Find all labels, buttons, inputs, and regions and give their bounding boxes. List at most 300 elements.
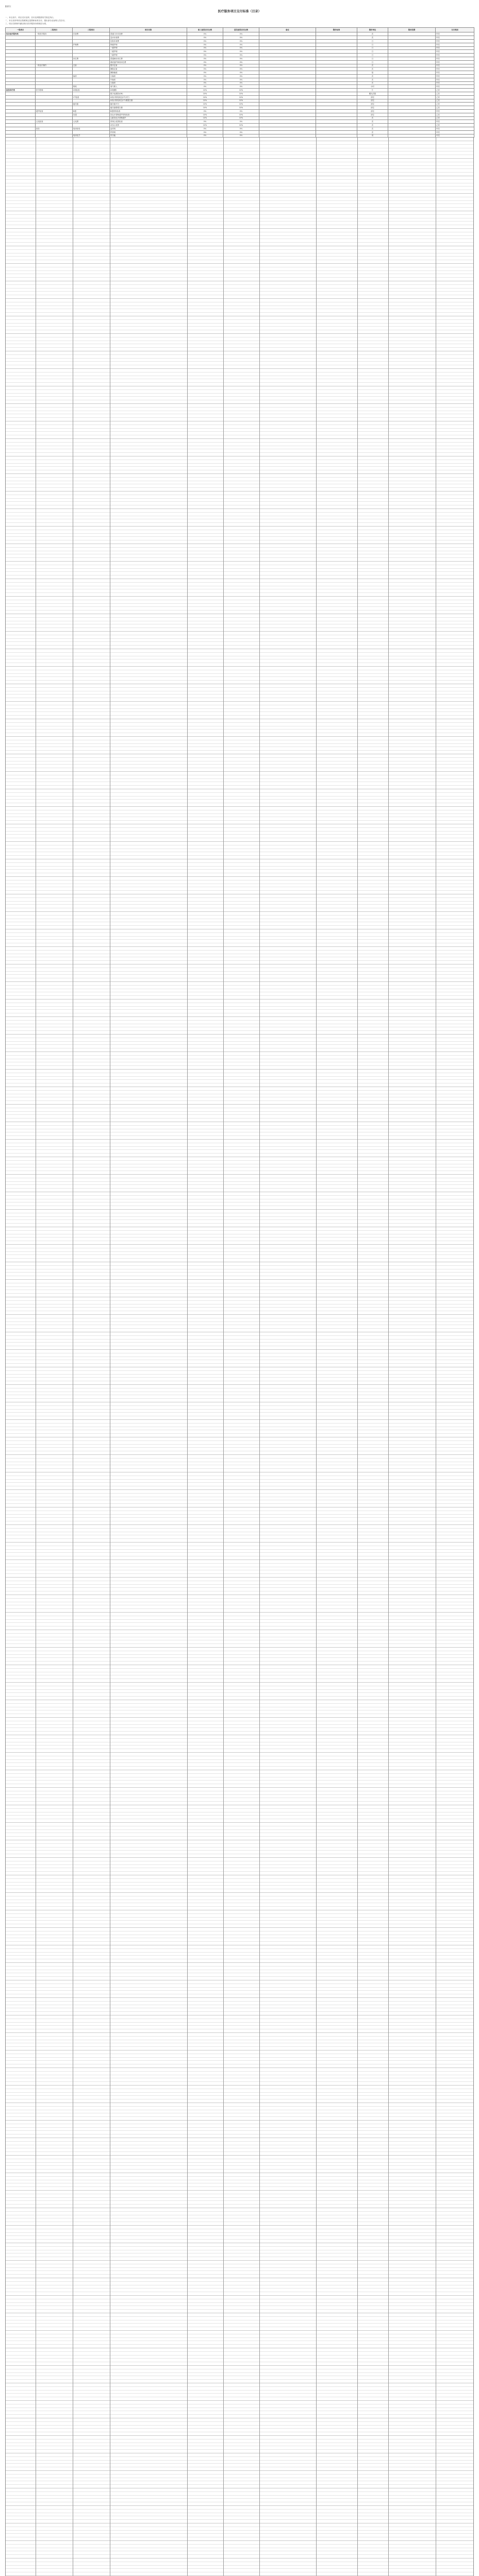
table-cell: 0%: [223, 71, 259, 75]
table-cell: [388, 36, 436, 40]
table-cell: [36, 116, 73, 120]
column-header: 限价单位: [357, 28, 388, 32]
table-cell: 10%: [223, 116, 259, 120]
table-cell: [36, 36, 73, 40]
table-cell: 次: [357, 78, 388, 81]
table-cell: [388, 50, 436, 54]
table-cell: 10%: [187, 95, 223, 99]
table-row: [6, 54, 474, 57]
table-cell: 甲类: [436, 64, 474, 67]
table-cell: [388, 81, 436, 85]
table-cell: 部位: [357, 113, 388, 116]
table-cell: 心电检查: [36, 120, 73, 124]
table-cell: B超常规检查: [110, 109, 187, 113]
table-cell: 0%: [223, 67, 259, 71]
table-cell: 磁共振平扫: [110, 103, 187, 106]
table-row: [6, 43, 474, 46]
table-cell: [316, 36, 357, 40]
table-cell: 10%: [187, 92, 223, 95]
table-row: [6, 95, 474, 99]
table-cell: 0%: [187, 54, 223, 57]
table-cell: [388, 106, 436, 110]
table-cell: 0%: [187, 46, 223, 50]
table-cell: [6, 106, 36, 110]
table-cell: [36, 103, 73, 106]
table-cell: [259, 127, 316, 130]
table-cell: [6, 113, 36, 116]
table-cell: 0%: [187, 109, 223, 113]
table-cell: 10%: [187, 89, 223, 92]
table-cell: [259, 103, 316, 106]
table-cell: [259, 43, 316, 46]
table-cell: 彩超: [73, 113, 110, 116]
table-cell: [259, 106, 316, 110]
table-row: [6, 67, 474, 71]
table-cell: [73, 106, 110, 110]
table-cell: [6, 64, 36, 67]
table-cell: [6, 60, 36, 64]
table-cell: [259, 134, 316, 138]
table-cell: 甲类: [436, 130, 474, 134]
table-cell: [36, 67, 73, 71]
table-cell: 普通病房床位费: [110, 57, 187, 60]
column-header: 职工医保自付比例: [187, 28, 223, 32]
table-cell: [73, 60, 110, 64]
table-cell: 0%: [187, 64, 223, 67]
table-cell: [6, 134, 36, 138]
table-cell: 甲类: [436, 67, 474, 71]
table-cell: [259, 120, 316, 124]
table-cell: [388, 46, 436, 50]
table-cell: 乙类: [436, 95, 474, 99]
table-cell: [6, 95, 36, 99]
table-cell: 0%: [187, 57, 223, 60]
table-cell: 0%: [187, 134, 223, 138]
table-cell: 10%: [223, 113, 259, 116]
table-cell: 10%: [187, 116, 223, 120]
table-cell: [388, 124, 436, 127]
table-row: [6, 50, 474, 54]
table-cell: X线计算机体层(CT)平扫: [110, 95, 187, 99]
table-cell: [6, 46, 36, 50]
table-cell: 床位费: [73, 57, 110, 60]
table-cell: [388, 120, 436, 124]
table-cell: [259, 124, 316, 127]
table-cell: [259, 78, 316, 81]
table-cell: [316, 95, 357, 99]
table-cell: 0%: [187, 71, 223, 75]
table-cell: 0%: [223, 46, 259, 50]
table-cell: 日: [357, 39, 388, 43]
table-cell: [316, 64, 357, 67]
table-cell: [259, 67, 316, 71]
table-row: [6, 130, 474, 134]
table-cell: [73, 92, 110, 95]
column-header: 支付类别: [436, 28, 474, 32]
table-cell: [36, 39, 73, 43]
table-cell: 10%: [223, 89, 259, 92]
table-cell: 片: [357, 89, 388, 92]
table-cell: [259, 99, 316, 103]
table-cell: 综合医疗服务类: [6, 32, 36, 36]
table-cell: 一级护理: [110, 46, 187, 50]
table-cell: [259, 74, 316, 78]
table-row: [6, 109, 474, 113]
table-cell: [388, 39, 436, 43]
table-cell: 中换药: [110, 78, 187, 81]
table-cell: 普通门诊诊查费: [110, 32, 187, 36]
table-cell: 临床检验: [73, 127, 110, 130]
table-cell: 大换药: [110, 81, 187, 85]
table-cell: 甲类: [436, 134, 474, 138]
table-cell: 磁共振: [73, 103, 110, 106]
table-cell: 日: [357, 46, 388, 50]
table-cell: [316, 134, 357, 138]
table-cell: [36, 43, 73, 46]
table-cell: 乙类: [436, 113, 474, 116]
table-cell: [388, 109, 436, 113]
table-cell: 0%: [187, 74, 223, 78]
table-cell: 静脉注射: [110, 67, 187, 71]
table-cell: [36, 92, 73, 95]
table-row: [6, 106, 474, 110]
table-cell: 次: [357, 74, 388, 78]
table-cell: 次: [357, 81, 388, 85]
table-cell: 0%: [223, 32, 259, 36]
table-cell: 10%: [187, 124, 223, 127]
table-cell: 曝光次数: [357, 92, 388, 95]
table-cell: [36, 106, 73, 110]
table-row: [6, 46, 474, 50]
table-cell: [73, 67, 110, 71]
table-cell: 血常规: [110, 127, 187, 130]
table-cell: 乙类: [436, 92, 474, 95]
table-cell: [6, 103, 36, 106]
table-cell: [6, 109, 36, 113]
table-row: [6, 116, 474, 120]
table-cell: 甲类: [436, 109, 474, 113]
table-row: [6, 39, 474, 43]
table-cell: [36, 124, 73, 127]
table-row: [6, 64, 474, 67]
table-cell: 动态心电图: [110, 124, 187, 127]
table-cell: 甲类: [436, 127, 474, 130]
table-cell: 甲类: [436, 120, 474, 124]
table-continuation: [5, 138, 474, 2576]
table-cell: [316, 71, 357, 75]
table-cell: 日: [357, 50, 388, 54]
table-cell: [6, 116, 36, 120]
table-cell: 甲类: [436, 39, 474, 43]
table-cell: [388, 103, 436, 106]
table-cell: 0%: [187, 60, 223, 64]
table-cell: B超: [73, 109, 110, 113]
table-cell: [6, 85, 36, 89]
table-cell: 乙类: [436, 99, 474, 103]
table-cell: 0%: [223, 39, 259, 43]
table-cell: [259, 130, 316, 134]
table-cell: [36, 130, 73, 134]
table-cell: [73, 116, 110, 120]
table-cell: [6, 54, 36, 57]
table-cell: 0%: [187, 85, 223, 89]
table-cell: [6, 81, 36, 85]
table-cell: X线计算机体层(CT)增强扫描: [110, 99, 187, 103]
table-cell: 0%: [187, 81, 223, 85]
table-cell: 次: [357, 124, 388, 127]
table-cell: [73, 130, 110, 134]
table-cell: [6, 71, 36, 75]
table-cell: 次: [357, 36, 388, 40]
table-cell: [259, 116, 316, 120]
table-row: [6, 60, 474, 64]
table-cell: 乙类: [436, 89, 474, 92]
table-cell: 医学影像: [36, 89, 73, 92]
column-header: 限价标准: [316, 28, 357, 32]
table-cell: [6, 124, 36, 127]
table-cell: 项: [357, 134, 388, 138]
table-row: [6, 134, 474, 138]
table-cell: [316, 78, 357, 81]
table-cell: [388, 54, 436, 57]
table-cell: 0%: [223, 130, 259, 134]
table-cell: 次: [357, 130, 388, 134]
table-cell: 重症监护病房床位费: [110, 60, 187, 64]
table-cell: [6, 127, 36, 130]
table-row: [6, 113, 474, 116]
table-row: [6, 124, 474, 127]
table-cell: 次: [357, 67, 388, 71]
table-cell: 静脉输液: [110, 71, 187, 75]
table-cell: [259, 109, 316, 113]
table-cell: [316, 106, 357, 110]
table-row: [6, 89, 474, 92]
table-cell: 甲类: [436, 71, 474, 75]
table-cell: [259, 50, 316, 54]
table-row: [6, 57, 474, 60]
table-cell: [259, 92, 316, 95]
table-cell: [73, 81, 110, 85]
table-cell: [6, 92, 36, 95]
table-cell: [316, 130, 357, 134]
table-cell: 常规心电图检查: [110, 120, 187, 124]
table-cell: [259, 64, 316, 67]
table-cell: 诊查费: [73, 32, 110, 36]
table-cell: 次: [357, 64, 388, 67]
table-cell: 部位: [357, 99, 388, 103]
table-cell: 0%: [223, 85, 259, 89]
table-cell: [316, 60, 357, 64]
table-row: [6, 85, 474, 89]
table-cell: 0%: [223, 81, 259, 85]
table-row: [6, 92, 474, 95]
table-cell: X线摄影: [110, 89, 187, 92]
table-cell: 0%: [223, 127, 259, 130]
table-cell: 日: [357, 54, 388, 57]
table-cell: CT检查: [73, 95, 110, 99]
table-cell: 0%: [223, 50, 259, 54]
column-header: 项目名称: [110, 28, 187, 32]
table-cell: [259, 54, 316, 57]
table-cell: [316, 92, 357, 95]
table-header-row: [6, 28, 474, 32]
table-cell: 甲类: [436, 36, 474, 40]
table-row: [6, 32, 474, 36]
table-cell: [388, 32, 436, 36]
notes: [5, 16, 474, 25]
table-cell: 次: [357, 32, 388, 36]
table-cell: [6, 43, 36, 46]
table-cell: 次: [357, 127, 388, 130]
table-cell: 10%: [187, 99, 223, 103]
table-cell: [73, 54, 110, 57]
rates-table: [5, 27, 474, 138]
note-line: 三、项目名称和内涵以现行医疗服务价格规范为准。: [5, 22, 48, 25]
table-cell: [316, 127, 357, 130]
table-cell: [6, 99, 36, 103]
table-cell: [316, 46, 357, 50]
table-cell: [36, 99, 73, 103]
table-cell: 部位: [357, 109, 388, 113]
table-cell: 0%: [223, 43, 259, 46]
table-cell: 0%: [223, 64, 259, 67]
table-cell: 0%: [223, 78, 259, 81]
table-cell: 住院诊查费: [110, 39, 187, 43]
table-cell: 0%: [187, 32, 223, 36]
table-cell: [316, 39, 357, 43]
table-cell: 0%: [223, 120, 259, 124]
table-cell: 特级护理: [110, 43, 187, 46]
table-cell: 0%: [187, 39, 223, 43]
column-header: 居民医保自付比例: [223, 28, 259, 32]
table-cell: 0%: [223, 54, 259, 57]
table-cell: [6, 39, 36, 43]
table-cell: [316, 113, 357, 116]
table-cell: [388, 67, 436, 71]
table-cell: 部位: [357, 106, 388, 110]
table-cell: 次: [357, 120, 388, 124]
table-cell: 10%: [223, 106, 259, 110]
table-cell: 次: [357, 116, 388, 120]
column-header: 三级类目: [73, 28, 110, 32]
table-cell: 超声检查: [36, 109, 73, 113]
table-cell: 磁共振增强扫描: [110, 106, 187, 110]
table-cell: [316, 85, 357, 89]
table-cell: 甲类: [436, 50, 474, 54]
table-cell: 小换药: [110, 74, 187, 78]
table-cell: [316, 81, 357, 85]
table-row: [6, 78, 474, 81]
table-cell: 组: [357, 71, 388, 75]
table-cell: 甲类: [436, 78, 474, 81]
table-cell: [36, 134, 73, 138]
table-row: [6, 120, 474, 124]
table-cell: 0%: [223, 60, 259, 64]
table-cell: [388, 92, 436, 95]
table-cell: [316, 99, 357, 103]
table-cell: [36, 71, 73, 75]
column-header: 二级类目: [36, 28, 73, 32]
table-cell: [259, 85, 316, 89]
table-cell: 临床化学: [73, 134, 110, 138]
table-cell: 10%: [223, 103, 259, 106]
table-cell: 10%: [223, 124, 259, 127]
table-cell: 0%: [223, 57, 259, 60]
table-cell: 10%: [187, 103, 223, 106]
table-cell: 乙类: [436, 124, 474, 127]
table-cell: 0%: [187, 50, 223, 54]
table-cell: 尿常规: [110, 130, 187, 134]
table-row: [6, 81, 474, 85]
table-cell: [36, 74, 73, 78]
table-cell: 0%: [187, 130, 223, 134]
table-cell: 甲类: [436, 81, 474, 85]
table-cell: [259, 71, 316, 75]
column-header: 备注: [259, 28, 316, 32]
table-cell: 10%: [223, 92, 259, 95]
table-cell: [259, 60, 316, 64]
table-cell: 甲类: [436, 54, 474, 57]
table-cell: [259, 57, 316, 60]
table-cell: 心电图: [73, 120, 110, 124]
table-cell: 日: [357, 43, 388, 46]
table-cell: [73, 39, 110, 43]
table-cell: [316, 124, 357, 127]
table-cell: [388, 113, 436, 116]
table-cell: 部位: [357, 95, 388, 99]
table-row: [6, 74, 474, 78]
note-line: 二、本目录所列项目按照规定范围和标准支付，超出部分由参保人员自付。: [5, 19, 67, 22]
table-cell: 0%: [187, 78, 223, 81]
table-cell: [316, 67, 357, 71]
table-cell: 彩色多普勒超声常规检查: [110, 113, 187, 116]
table-cell: [316, 120, 357, 124]
table-cell: [36, 50, 73, 54]
table-cell: 10%: [223, 99, 259, 103]
table-cell: [316, 54, 357, 57]
table-cell: 吸氧: [73, 85, 110, 89]
table-cell: [259, 95, 316, 99]
table-body: [6, 32, 474, 138]
table-cell: 心脏彩色多普勒超声: [110, 116, 187, 120]
table-cell: 乙类: [436, 116, 474, 120]
table-cell: [316, 32, 357, 36]
table-cell: [388, 134, 436, 138]
table-cell: [36, 46, 73, 50]
table-cell: 小时: [357, 85, 388, 89]
table-cell: 换药: [73, 74, 110, 78]
table-cell: 0%: [187, 127, 223, 130]
table-cell: 检验: [36, 127, 73, 130]
table-row: [6, 36, 474, 40]
table-cell: 0%: [187, 43, 223, 46]
table-cell: [36, 54, 73, 57]
table-cell: [388, 60, 436, 64]
table-cell: 急诊诊查费: [110, 36, 187, 40]
table-cell: [259, 36, 316, 40]
table-cell: [259, 113, 316, 116]
table-cell: [388, 89, 436, 92]
table-cell: [316, 109, 357, 113]
table-cell: 甲类: [436, 60, 474, 64]
table-cell: 甲类: [436, 57, 474, 60]
table-cell: [388, 127, 436, 130]
table-cell: [388, 95, 436, 99]
table-cell: [36, 60, 73, 64]
column-header: 一级类目: [6, 28, 36, 32]
table-cell: [316, 50, 357, 54]
table-cell: 乙类: [436, 106, 474, 110]
